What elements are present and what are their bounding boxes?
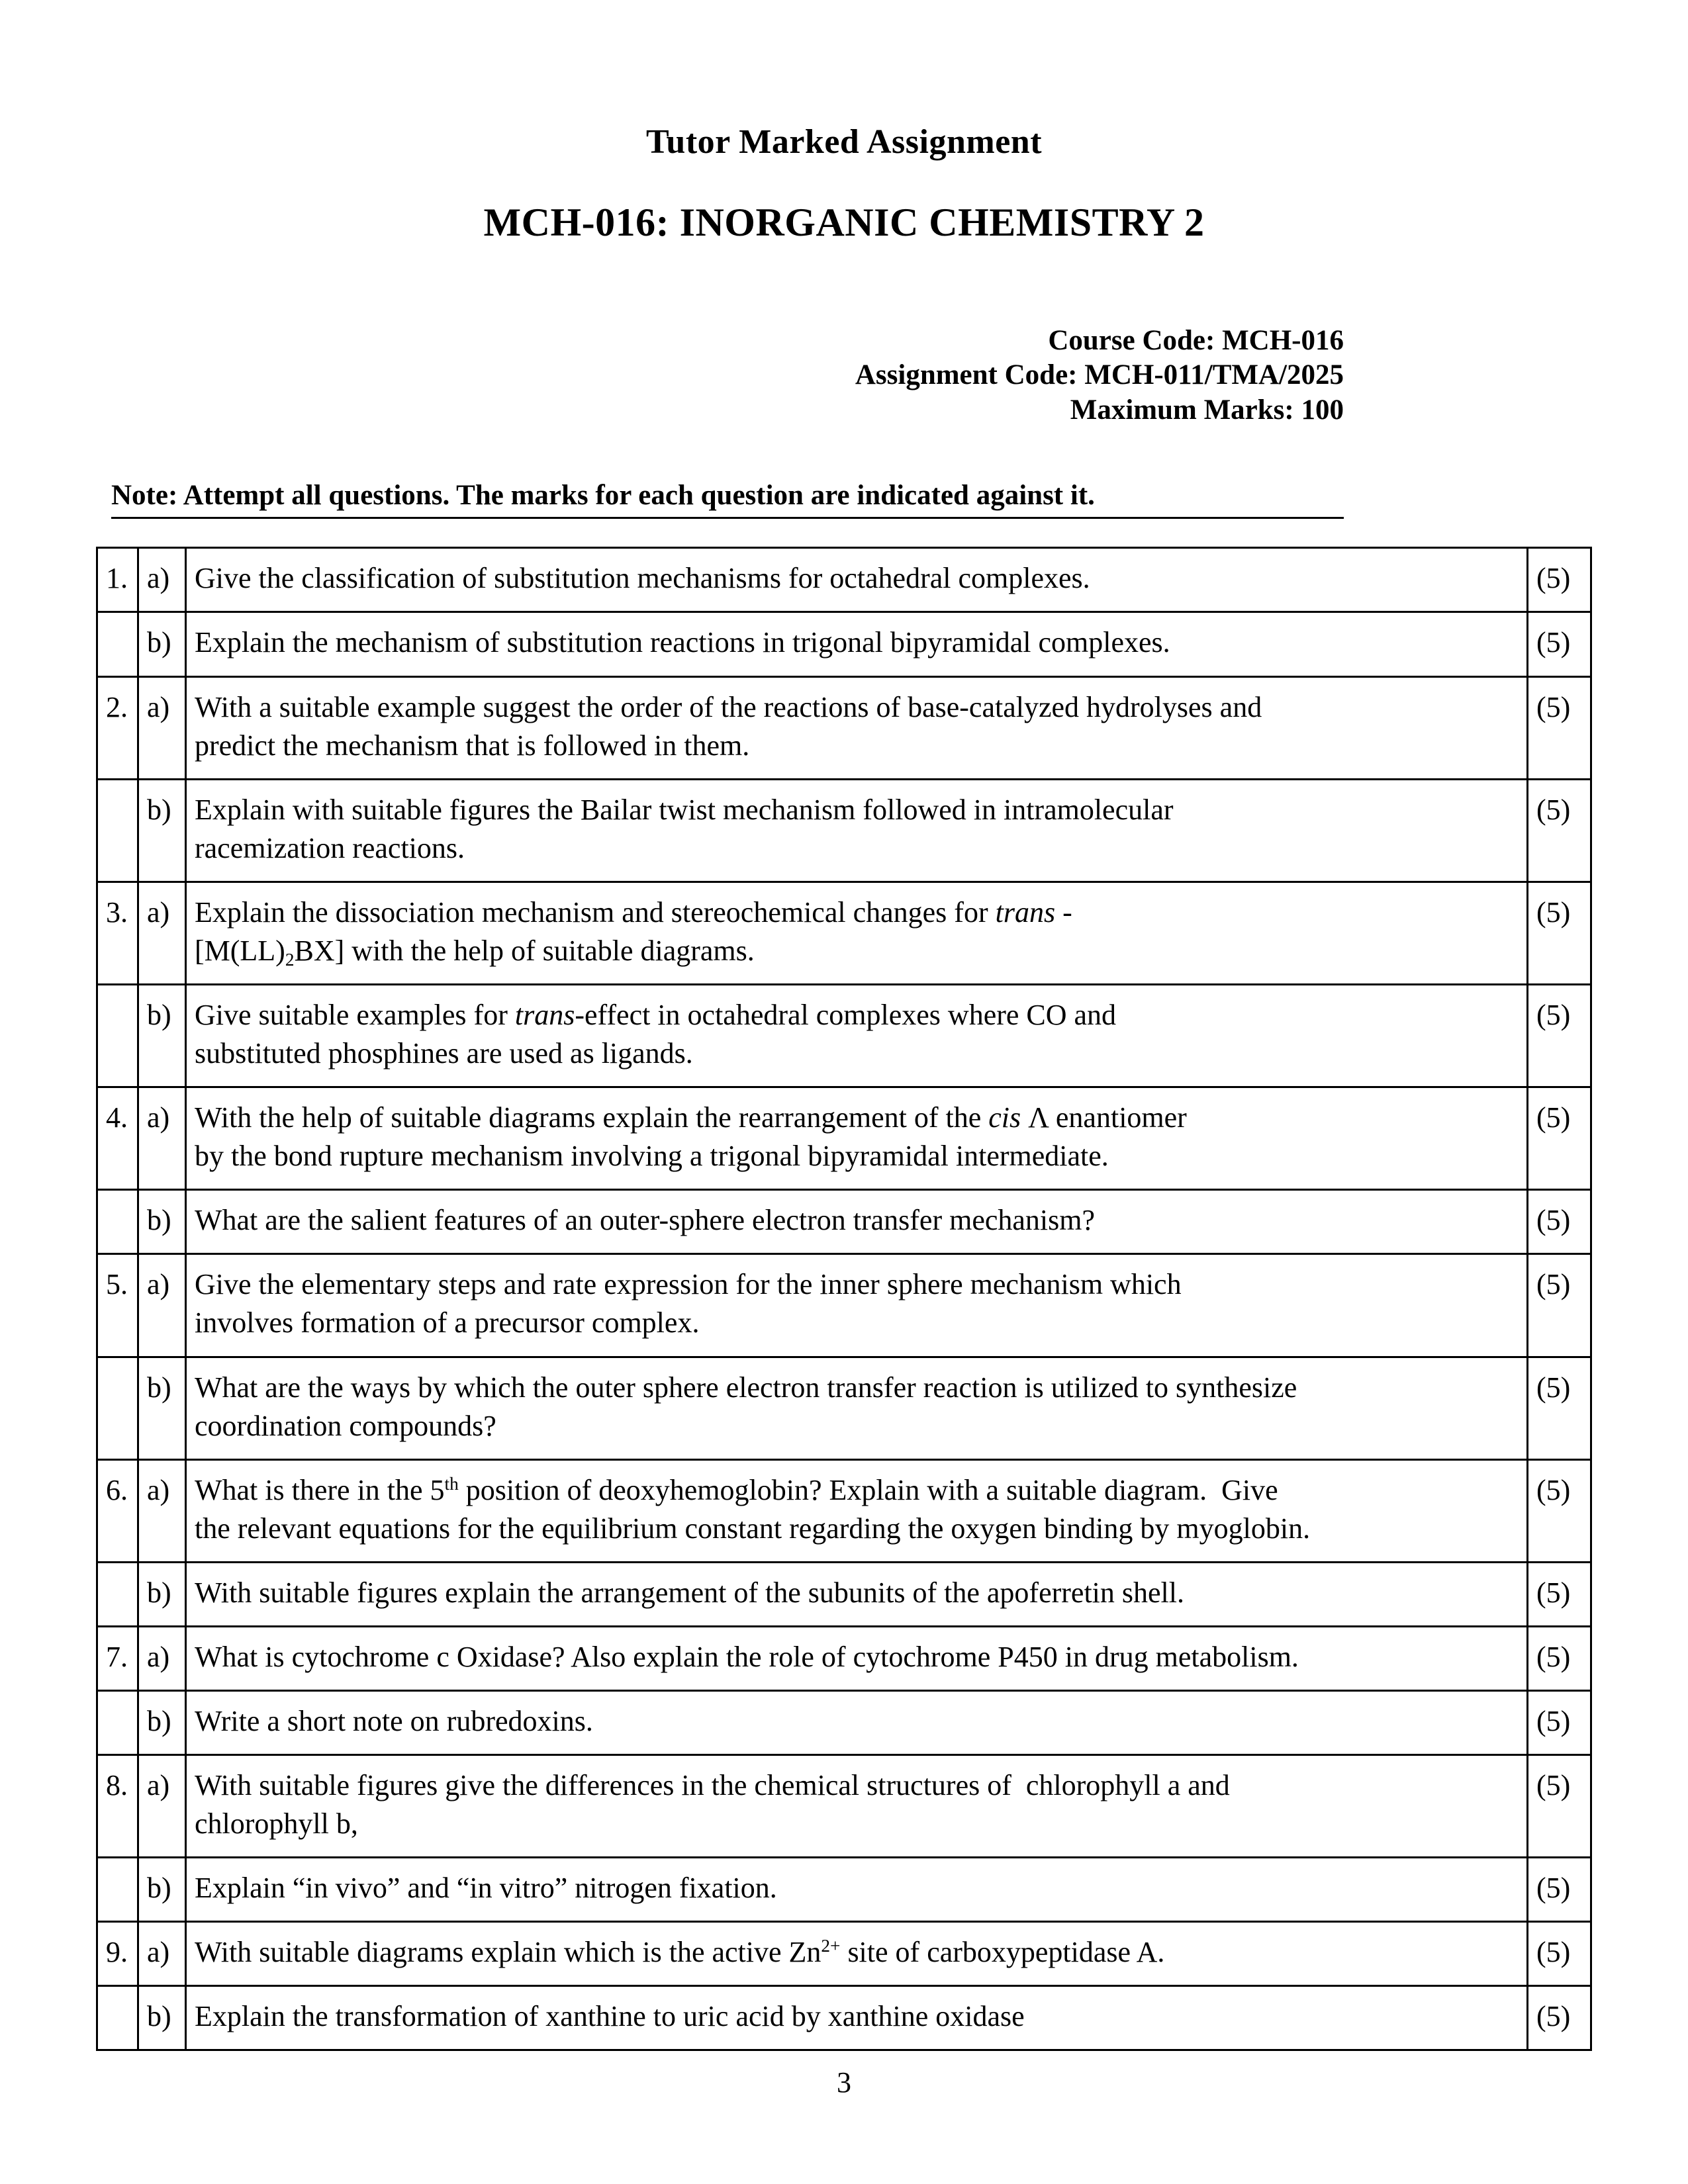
question-part-cell: b) — [138, 1858, 186, 1922]
question-text-cell: What are the salient features of an outer-sphere electron transfer mechanism? — [186, 1190, 1528, 1254]
question-marks-cell: (5) — [1528, 1691, 1591, 1755]
question-marks-cell: (5) — [1528, 1254, 1591, 1357]
question-marks-cell: (5) — [1528, 1087, 1591, 1190]
question-marks-cell: (5) — [1528, 984, 1591, 1087]
question-part-cell: a) — [138, 676, 186, 779]
question-marks-cell: (5) — [1528, 1755, 1591, 1858]
question-marks-cell: (5) — [1528, 1858, 1591, 1922]
table-row — [97, 1755, 1591, 1858]
question-number-cell — [97, 1986, 138, 2050]
question-marks-cell: (5) — [1528, 1190, 1591, 1254]
question-number-cell — [97, 1562, 138, 1626]
table-row — [97, 1087, 1591, 1190]
question-text-cell: Give the classification of substitution mechanisms for octahedral complexes. — [186, 548, 1528, 612]
page-number: 3 — [837, 2066, 851, 2099]
table-row — [97, 984, 1591, 1087]
question-part-cell: a) — [138, 882, 186, 984]
table-row — [97, 1190, 1591, 1254]
question-text-cell: Explain the mechanism of substitution reactions in trigonal bipyramidal complexes. — [186, 612, 1528, 676]
table-row — [97, 1357, 1591, 1459]
question-part-cell: b) — [138, 1357, 186, 1459]
question-number-cell — [97, 612, 138, 676]
question-text-cell: Write a short note on rubredoxins. — [186, 1691, 1528, 1755]
questions-table-body — [97, 548, 1591, 2050]
question-number-cell — [97, 1691, 138, 1755]
question-part-cell: b) — [138, 984, 186, 1087]
question-text-cell: Explain with suitable figures the Bailar twist mechanism followed in intramolecular racemization reactions. — [186, 779, 1528, 882]
question-part-cell: b) — [138, 1190, 186, 1254]
question-part-cell: a) — [138, 1922, 186, 1986]
question-marks-cell: (5) — [1528, 1459, 1591, 1562]
question-number-cell — [97, 1357, 138, 1459]
question-number-cell: 1. — [97, 548, 138, 612]
question-part-cell: b) — [138, 1562, 186, 1626]
question-part-cell: a) — [138, 1087, 186, 1190]
question-text-cell: With the help of suitable diagrams explain the rearrangement of the cis Λ enantiomer by the bond rupture mechanism involving a trigonal bipyramidal intermediate. — [186, 1087, 1528, 1190]
question-marks-cell: (5) — [1528, 779, 1591, 882]
assignment-meta-block — [96, 324, 1344, 428]
table-row — [97, 612, 1591, 676]
question-number-cell: 9. — [97, 1922, 138, 1986]
table-row — [97, 779, 1591, 882]
question-marks-cell: (5) — [1528, 1986, 1591, 2050]
question-text-cell: Give suitable examples for trans-effect in octahedral complexes where CO and substituted phosphines are used as ligands. — [186, 984, 1528, 1087]
question-part-cell: b) — [138, 612, 186, 676]
table-row — [97, 1254, 1591, 1357]
question-number-cell: 3. — [97, 882, 138, 984]
question-part-cell: b) — [138, 779, 186, 882]
question-text-cell: Explain “in vivo” and “in vitro” nitrogen fixation. — [186, 1858, 1528, 1922]
question-marks-cell: (5) — [1528, 548, 1591, 612]
question-text-cell: Give the elementary steps and rate expression for the inner sphere mechanism which involves formation of a precursor complex. — [186, 1254, 1528, 1357]
question-text-cell: With suitable diagrams explain which is the active $Zn^{2+}$ site of carboxypeptidase A. — [186, 1922, 1528, 1986]
table-row — [97, 1858, 1591, 1922]
question-part-cell: a) — [138, 1459, 186, 1562]
question-number-cell: 4. — [97, 1087, 138, 1190]
question-number-cell — [97, 984, 138, 1087]
question-marks-cell: (5) — [1528, 676, 1591, 779]
table-row — [97, 676, 1591, 779]
table-row — [97, 548, 1591, 612]
question-marks-cell: (5) — [1528, 612, 1591, 676]
question-number-cell: 7. — [97, 1626, 138, 1690]
document-subtitle: MCH-016: INORGANIC CHEMISTRY 2 — [483, 201, 1205, 244]
question-marks-cell: (5) — [1528, 1626, 1591, 1690]
question-number-cell: 6. — [97, 1459, 138, 1562]
question-part-cell: a) — [138, 1626, 186, 1690]
assignment-code: Assignment Code: MCH-011/TMA/2025 — [855, 359, 1344, 391]
table-row — [97, 1626, 1591, 1690]
question-number-cell — [97, 779, 138, 882]
question-text-cell: Explain the transformation of xanthine to uric acid by xanthine oxidase — [186, 1986, 1528, 2050]
table-row — [97, 1922, 1591, 1986]
question-number-cell: 2. — [97, 676, 138, 779]
question-number-cell — [97, 1190, 138, 1254]
questions-table — [96, 547, 1592, 2051]
table-row — [97, 882, 1591, 984]
instructions-note: Note: Attempt all questions. The marks for each question are indicated against it. — [111, 479, 1344, 519]
question-part-cell: b) — [138, 1986, 186, 2050]
table-row — [97, 1691, 1591, 1755]
question-text-cell: What is there in the 5th position of deoxyhemoglobin? Explain with a suitable diagram. Give the relevant equations for the equilibrium constant regarding the oxygen binding by myoglobin. — [186, 1459, 1528, 1562]
document-title: Tutor Marked Assignment — [645, 123, 1043, 161]
table-row — [97, 1459, 1591, 1562]
question-text-cell: With suitable figures explain the arrangement of the subunits of the apoferretin shell. — [186, 1562, 1528, 1626]
question-text-cell: With a suitable example suggest the order of the reactions of base-catalyzed hydrolyses and predict the mechanism that is followed in them. — [186, 676, 1528, 779]
question-text-cell: What is cytochrome c Oxidase? Also explain the role of cytochrome P450 in drug metabolism. — [186, 1626, 1528, 1690]
question-number-cell: 5. — [97, 1254, 138, 1357]
question-number-cell — [97, 1858, 138, 1922]
question-marks-cell: (5) — [1528, 1357, 1591, 1459]
question-marks-cell: (5) — [1528, 882, 1591, 984]
table-row — [97, 1562, 1591, 1626]
question-part-cell: a) — [138, 1254, 186, 1357]
question-marks-cell: (5) — [1528, 1922, 1591, 1986]
question-text-cell: What are the ways by which the outer sphere electron transfer reaction is utilized to synthesize coordination compounds? — [186, 1357, 1528, 1459]
question-part-cell: a) — [138, 548, 186, 612]
question-marks-cell: (5) — [1528, 1562, 1591, 1626]
table-row — [97, 1986, 1591, 2050]
maximum-marks: Maximum Marks: 100 — [1070, 394, 1344, 426]
question-part-cell: b) — [138, 1691, 186, 1755]
question-text-cell: With suitable figures give the differences in the chemical structures of chlorophyll a and chlorophyll b, — [186, 1755, 1528, 1858]
question-text-cell: Explain the dissociation mechanism and stereochemical changes for trans - $[M(LL)_2BX]$ with the help of suitable diagrams. — [186, 882, 1528, 984]
question-part-cell: a) — [138, 1755, 186, 1858]
course-code: Course Code: MCH-016 — [1048, 325, 1344, 356]
question-number-cell: 8. — [97, 1755, 138, 1858]
